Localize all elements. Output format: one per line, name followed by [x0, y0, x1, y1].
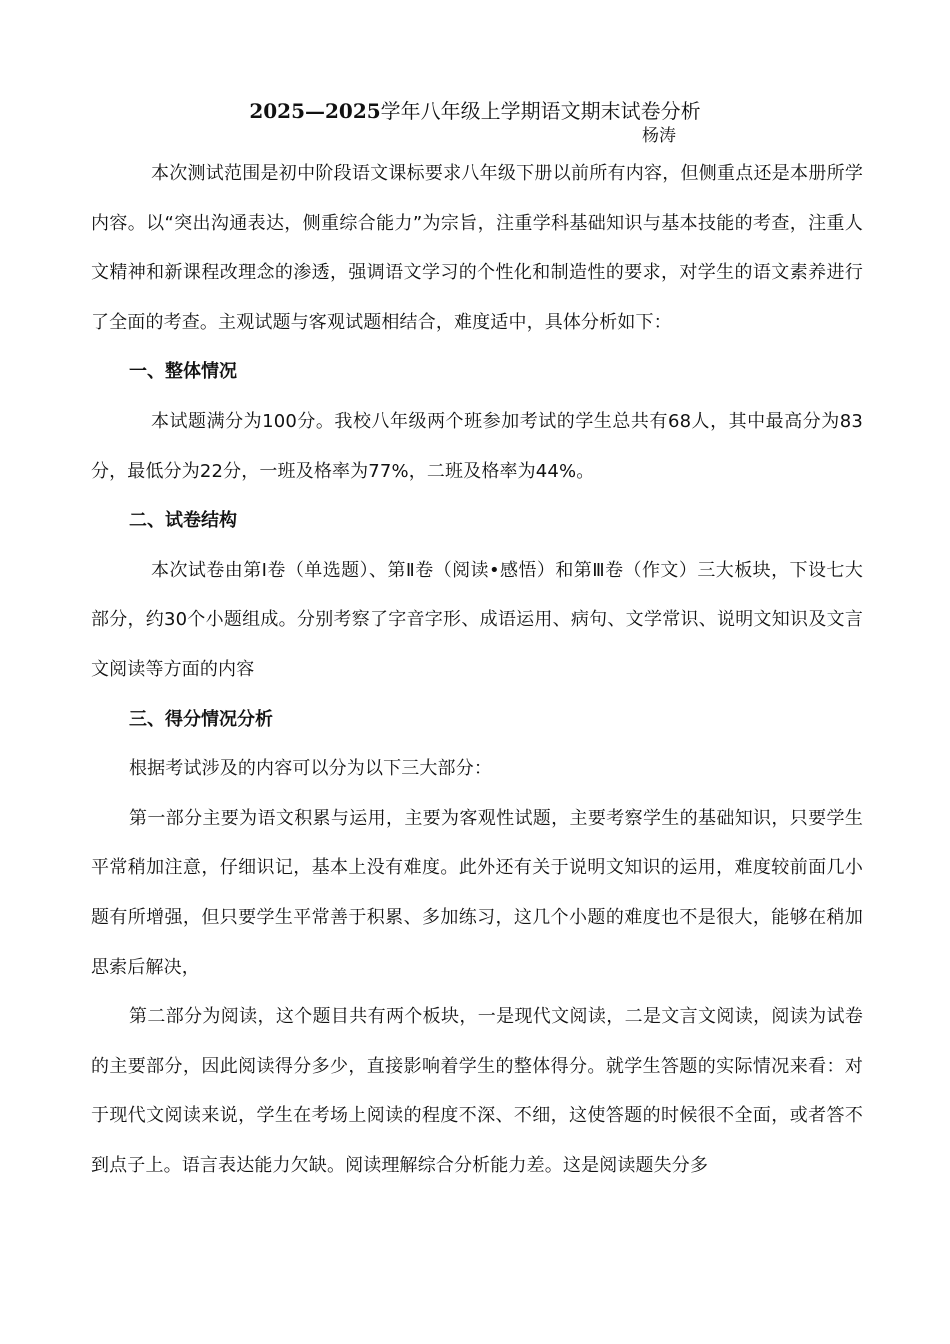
part1-paragraph: 第一部分主要为语文积累与运用，主要为客观性试题，主要考察学生的基础知识，只要学生平常稍加注意，仔细识记，基本上没有难度。此外还有关于说明文知识的运用，难度较前面几小题有所增强，但只要学生平常善于积累、多加练习，这几个小题的难度也不是很大，能够在稍加思索后解决，	[91, 807, 863, 978]
document-body	[91, 149, 863, 1190]
document-title	[0, 96, 950, 126]
author-name: 杨涛	[642, 126, 676, 146]
title-year: 2025—2025	[249, 99, 381, 123]
overall-paragraph: 本试题满分为100分。我校八年级两个班参加考试的学生总共有68人，其中最高分为83分，最低分为22分，一班及格率为77%，二班及格率为44%。	[91, 410, 863, 482]
section-heading-overall: 一、整体情况	[129, 361, 237, 383]
section-heading-structure: 二、试卷结构	[129, 510, 237, 532]
part2-paragraph: 第二部分为阅读，这个题目共有两个板块，一是现代文阅读，二是文言文阅读，阅读为试卷的主要部分，因此阅读得分多少，直接影响着学生的整体得分。就学生答题的实际情况来看：对于现代文阅读来说，学生在考场上阅读的程度不深、不细，这使答题的时候很不全面，或者答不到点子上。语言表达能力欠缺。阅读理解综合分析能力差。这是阅读题失分多	[91, 1006, 863, 1176]
structure-paragraph: 本次试卷由第Ⅰ卷（单选题）、第Ⅱ卷（阅读•感悟）和第Ⅲ卷（作文）三大板块，下设七大部分，约30个小题组成。分别考察了字音字形、成语运用、病句、文学常识、说明文知识及文言文阅读等方面的内容	[91, 559, 863, 680]
title-text: 学年八年级上学期语文期末试卷分析	[380, 99, 701, 123]
scores-lead-paragraph: 根据考试涉及的内容可以分为以下三大部分：	[129, 758, 492, 780]
section-heading-scores: 三、得分情况分析	[129, 708, 273, 730]
intro-paragraph: 本次测试范围是初中阶段语文课标要求八年级下册以前所有内容，但侧重点还是本册所学内容。以“突出沟通表达，侧重综合能力”为宗旨，注重学科基础知识与基本技能的考查，注重人文精神和新课程改理念的渗透，强调语文学习的个性化和制造性的要求，对学生的语文素养进行了全面的考查。主观试题与客观试题相结合，难度适中，具体分析如下：	[91, 163, 863, 333]
